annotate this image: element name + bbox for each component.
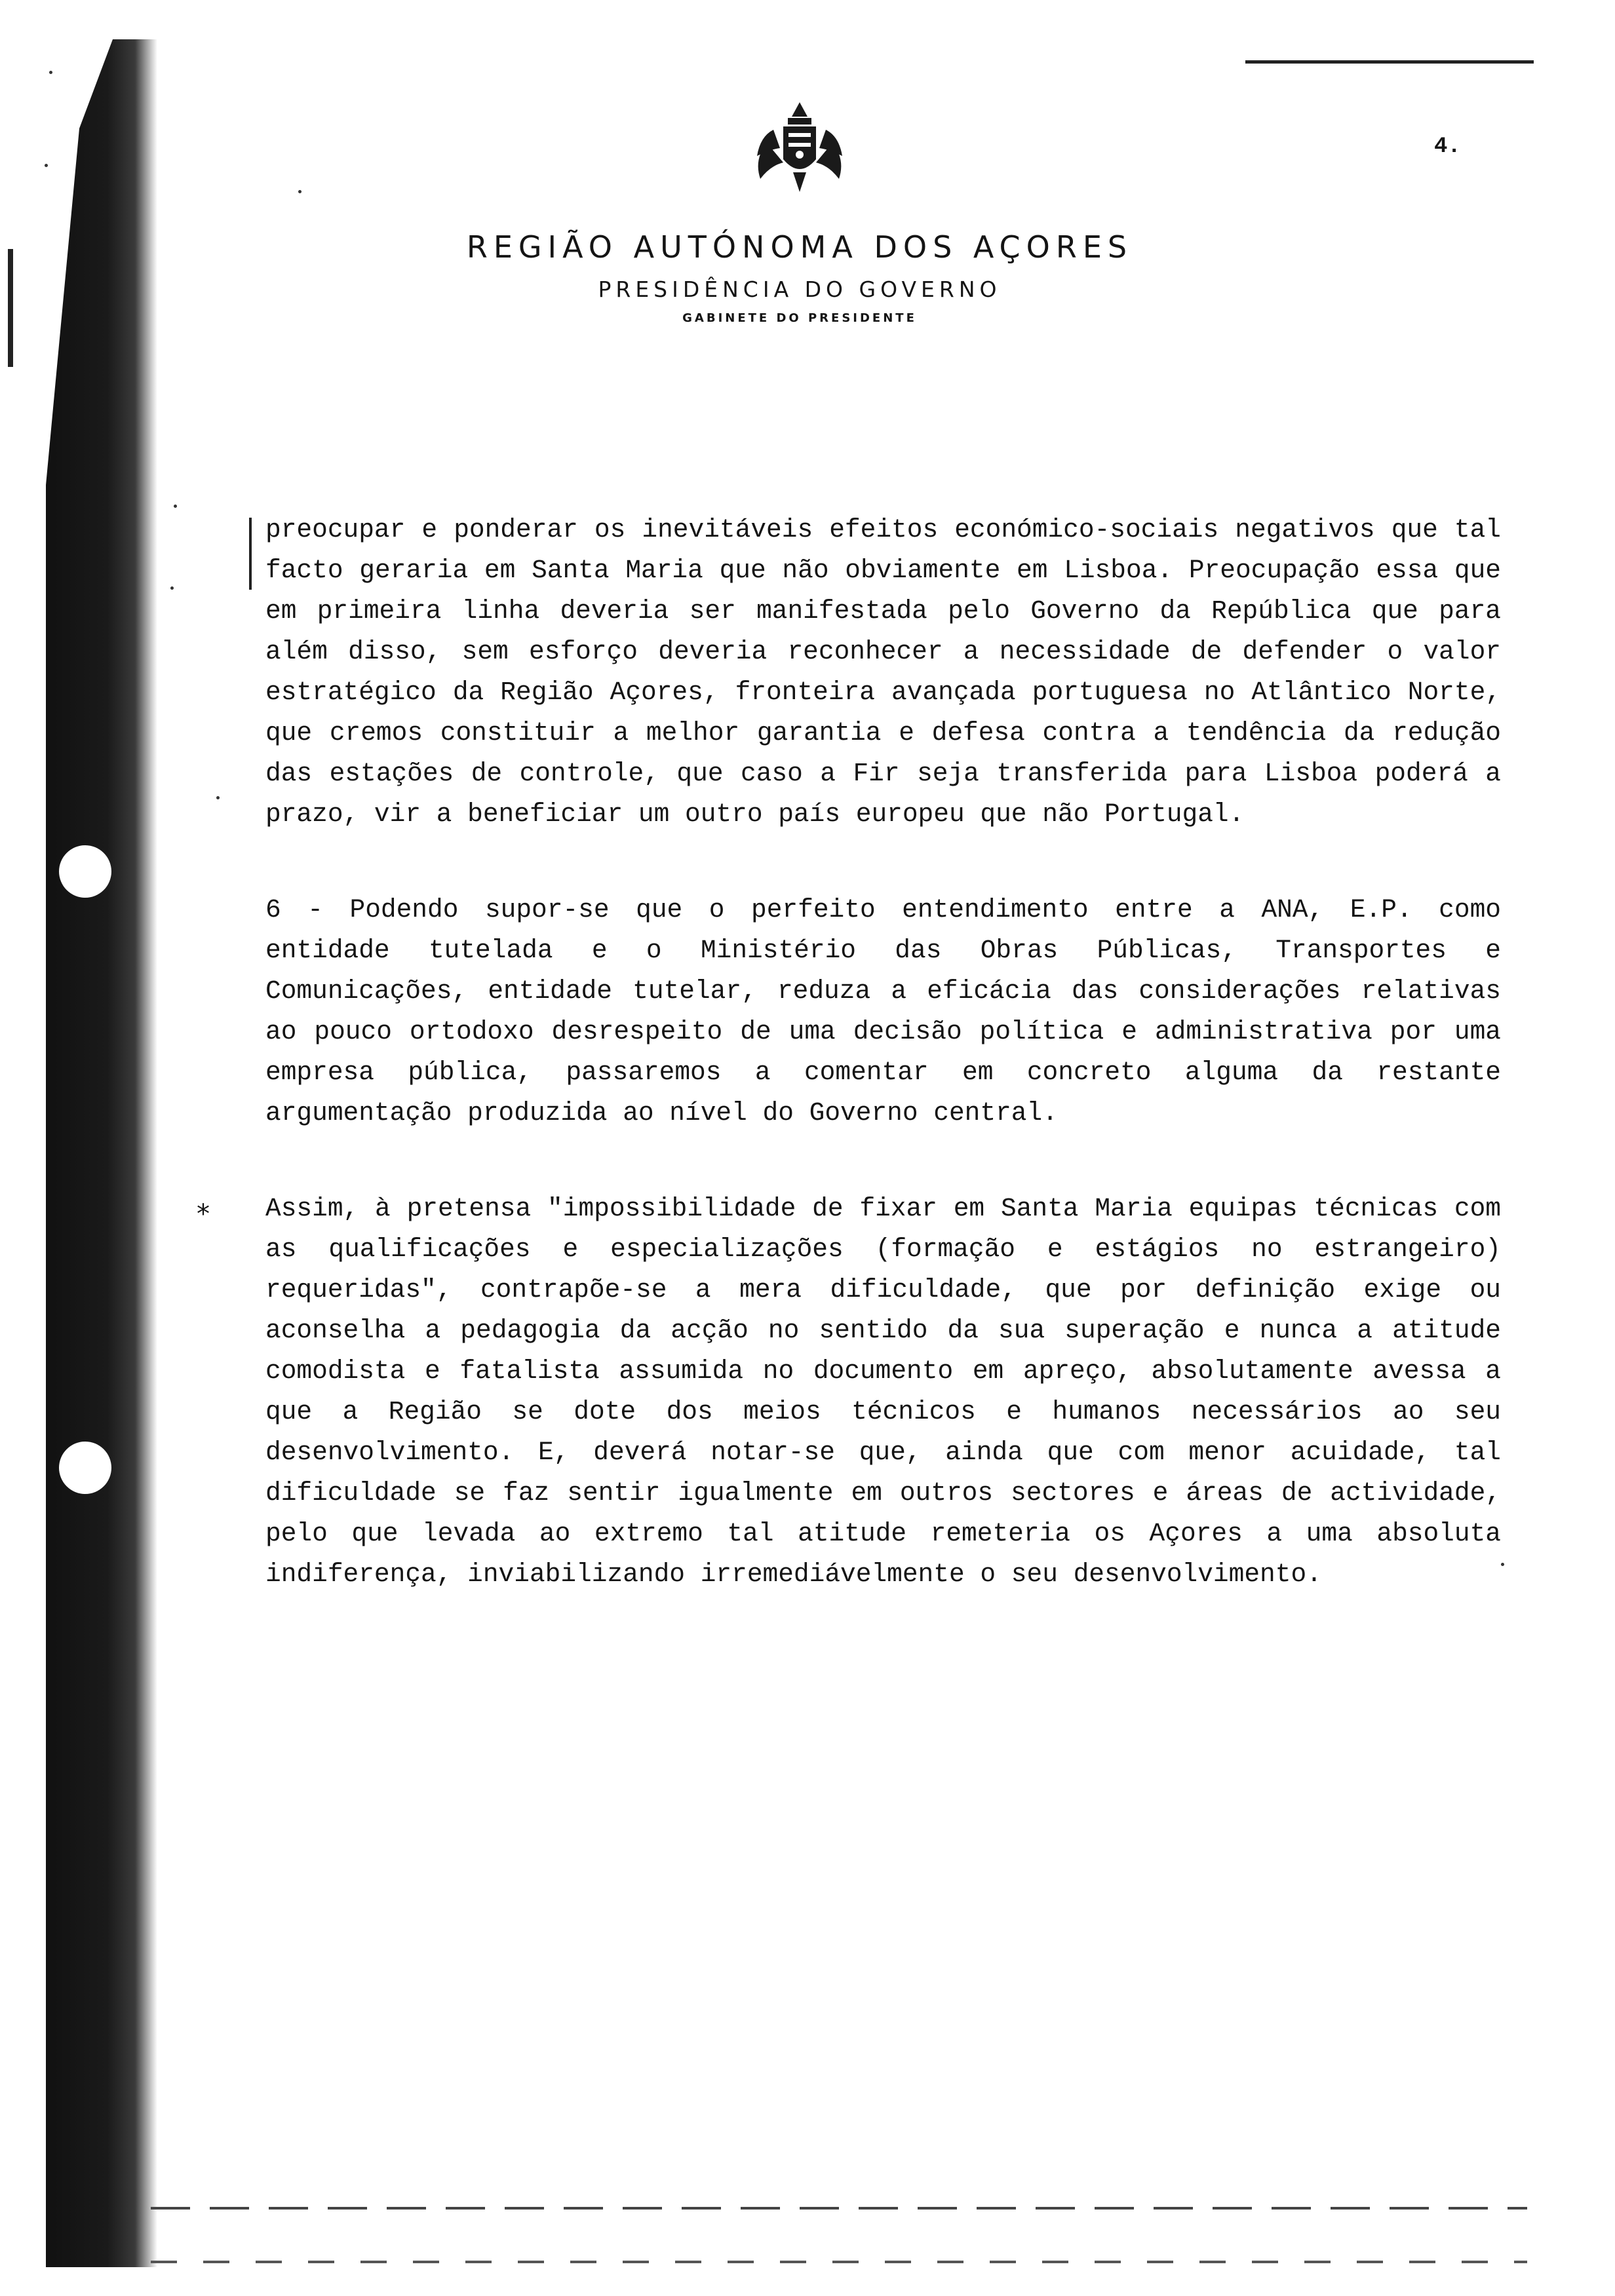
speck bbox=[298, 190, 302, 193]
bottom-rule bbox=[151, 2261, 1527, 2263]
margin-mark: * bbox=[197, 1199, 210, 1229]
speck bbox=[174, 505, 177, 508]
edge-mark bbox=[8, 249, 13, 367]
paragraph: preocupar e ponderar os inevitáveis efeitos económico-sociais negativos que tal facto geraria em Santa Maria que não obviamente em Lisboa. Preocupação essa que em primeira linha deveria ser manifestada pelo Governo da República que para além disso, sem esforço deveria reconhecer a necessidade de defender o valor estratégico da Região Açores, fronteira avançada portuguesa no Atlântico Norte, que cremos constituir a melhor garantia e defesa contra a tendência da redução das estações de controle, que caso a Fir seja transferida para Lisboa poderá a prazo, vir a beneficiar um outro país europeu que não Portugal. bbox=[265, 515, 1501, 829]
speck bbox=[49, 71, 52, 74]
document-body bbox=[265, 510, 1501, 1650]
letterhead-cabinet: GABINETE DO PRESIDENTE bbox=[682, 311, 917, 325]
paragraph: Assim, à pretensa "impossibilidade de fixar em Santa Maria equipas técnicas com as qualificações e especializações (formação e estágios no estrangeiro) requeridas", contrapõe-se a mera dificuldade, que por definição exige ou aconselha a pedagogia da acção no sentido da sua superação e nunca a atitude comodista e fatalista assumida no documento em apreço, absolutamente avessa a que a Região se dote dos meios técnicos e humanos necessários ao seu desenvolvimento. E, deverá notar-se que, ainda que com menor acuidade, tal dificuldade se faz sentir igualmente em outros sectores e áreas de actividade, pelo que levada ao extremo tal atitude remeteria os Açores a uma absoluta indiferença, inviabilizando irremediávelmente o seu desenvolvimento. bbox=[265, 1194, 1501, 1589]
bottom-rule bbox=[151, 2207, 1527, 2210]
binding-shadow bbox=[46, 39, 157, 2267]
paragraph: 6 - Podendo supor-se que o perfeito entendimento entre a ANA, E.P. como entidade tutelada e o Ministério das Obras Públicas, Transportes e Comunicações, entidade tutelar, reduza a eficácia das considerações relativas ao pouco ortodoxo desrespeito de uma decisão política e administrativa por uma empresa pública, passaremos a comentar em concreto alguma da restante argumentação produzida ao nível do Governo central. bbox=[265, 895, 1501, 1128]
punch-hole bbox=[59, 1442, 111, 1494]
speck bbox=[45, 164, 48, 167]
speck bbox=[216, 796, 220, 799]
margin-bar bbox=[249, 518, 252, 590]
page-number: 4. bbox=[1434, 134, 1461, 159]
letterhead-region: REGIÃO AUTÓNOMA DOS AÇORES bbox=[466, 229, 1133, 265]
letterhead-presidency: PRESIDÊNCIA DO GOVERNO bbox=[598, 277, 1002, 302]
letterhead bbox=[341, 229, 1258, 325]
punch-hole bbox=[59, 845, 111, 898]
speck bbox=[1501, 1563, 1504, 1566]
top-rule bbox=[1245, 60, 1534, 64]
speck bbox=[170, 586, 174, 590]
coat-of-arms-icon bbox=[747, 97, 852, 195]
